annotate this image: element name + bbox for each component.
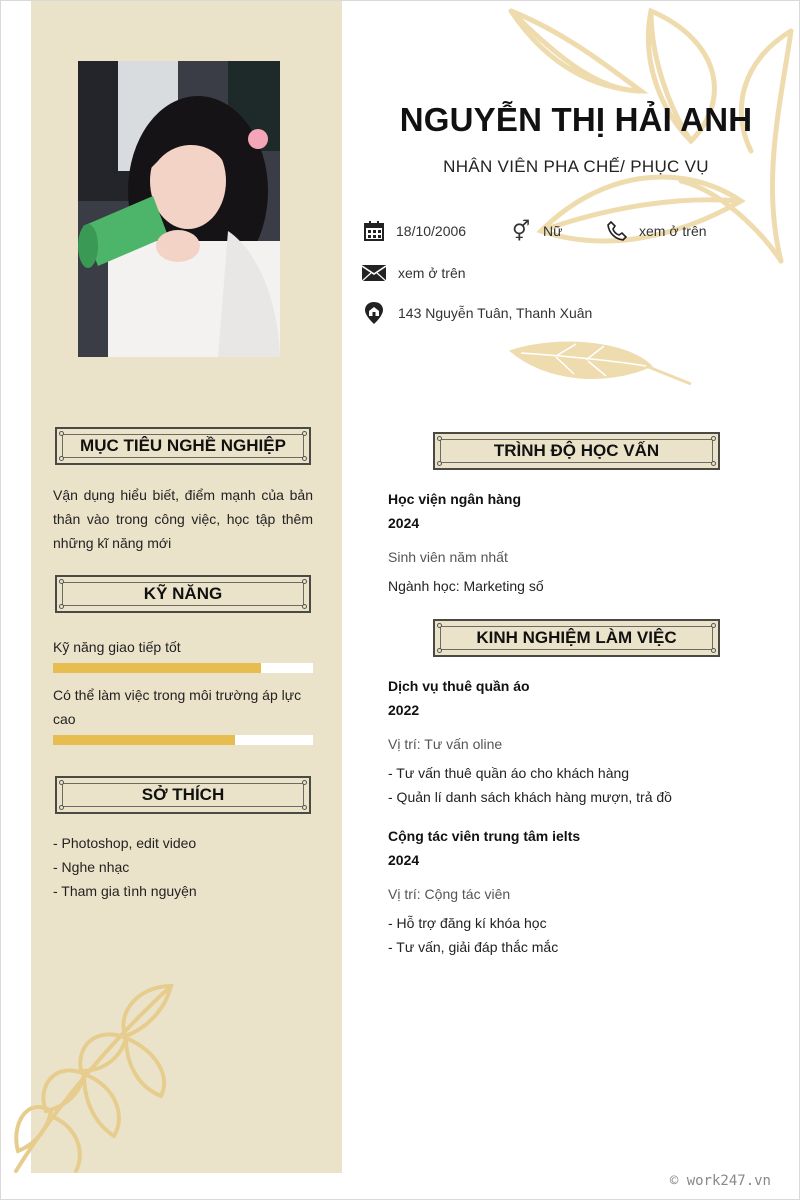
experience-heading [433,619,720,657]
experience-title: KINH NGHIỆM LÀM VIỆC [476,628,677,647]
skill-bar-fill [53,735,235,745]
job-year: 2022 [388,702,420,718]
objective-heading [55,427,311,465]
email-value: xem ở trên [398,265,466,281]
candidate-role: NHÂN VIÊN PHA CHẾ/ PHỤC VỤ [443,157,709,176]
hobby-item: - Nghe nhạc [53,859,130,875]
job-year: 2024 [388,852,420,868]
job-task: - Tư vấn thuê quần áo cho khách hàng [388,765,630,781]
skills-heading [55,575,311,613]
objective-text: Vận dụng hiểu biết, điểm mạnh của bản thân vào trong công việc, học tập thêm những kĩ năng mới [53,487,313,551]
email-icon [362,261,386,285]
birthday-info [362,219,466,243]
calendar-icon [362,219,386,243]
gender-info [509,219,562,243]
phone-value: xem ở trên [639,223,707,239]
profile-photo [78,61,280,357]
job-task: - Hỗ trợ đăng kí khóa học [388,915,547,931]
education-heading [433,432,720,470]
education-school: Học viện ngân hàng [388,491,522,507]
birthday-value: 18/10/2006 [396,223,467,239]
education-year: 2024 [388,515,420,531]
education-status: Sinh viên năm nhất [388,549,508,565]
address-info [362,301,592,325]
education-title: TRÌNH ĐỘ HỌC VẤN [493,441,660,460]
portrait-image-icon [78,61,280,357]
job-task: - Quản lí danh sách khách hàng mượn, trả đồ [388,789,672,805]
skill-bar-fill [53,663,261,673]
skill-bar [53,735,313,745]
job-company: Cộng tác viên trung tâm ielts [388,828,581,844]
address-value: 143 Nguyễn Tuân, Thanh Xuân [398,305,593,321]
gender-value: Nữ [543,223,563,239]
job-position: Vị trí: Cộng tác viên [388,886,511,902]
candidate-name: NGUYỄN THỊ HẢI ANH [399,101,753,138]
gender-icon: ⚥ [511,220,531,243]
phone-icon [605,219,629,243]
leaf-decoration-middle-icon [506,336,696,396]
job-position: Vị trí: Tư vấn oline [388,736,503,752]
skill-bar [53,663,313,673]
location-pin-icon [362,301,386,325]
watermark: © work247.vn [669,1173,771,1189]
skill-label: Kỹ năng giao tiếp tốt [53,639,181,655]
email-info [362,261,466,285]
hobby-item: - Tham gia tình nguyện [53,883,197,899]
education-major: Ngành học: Marketing số [388,578,544,594]
skills-title: KỸ NĂNG [143,584,223,603]
hobby-item: - Photoshop, edit video [53,835,197,851]
objective-title: MỤC TIÊU NGHỀ NGHIỆP [80,436,286,455]
hobbies-heading [55,776,311,814]
job-company: Dịch vụ thuê quần áo [388,678,530,694]
hobbies-title: SỞ THÍCH [141,785,225,804]
job-task: - Tư vấn, giải đáp thắc mắc [388,939,559,955]
skill-label: Có thể làm việc trong môi trường áp lực cao [53,687,302,727]
phone-info [605,219,707,243]
